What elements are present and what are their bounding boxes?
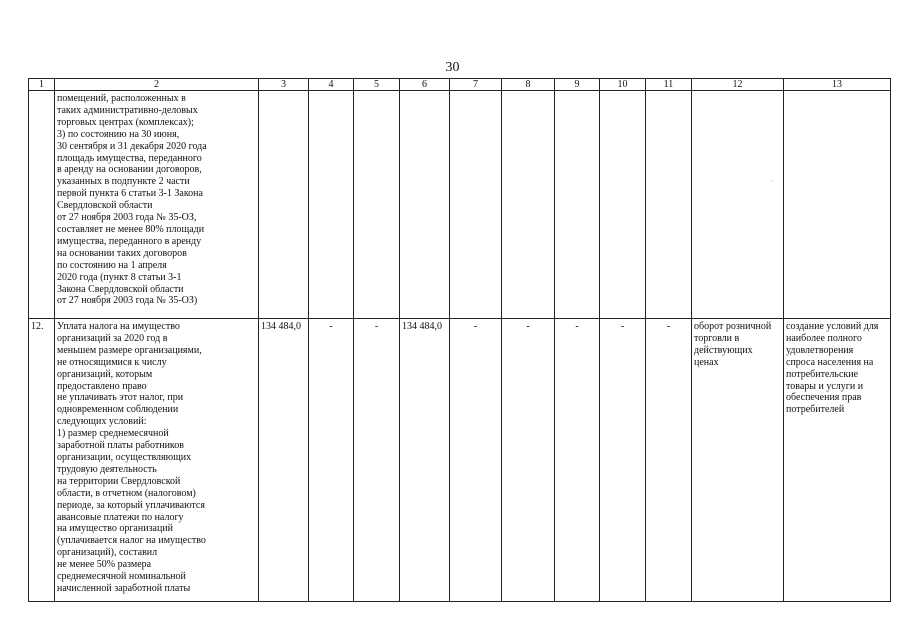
column-header: 12 bbox=[692, 79, 784, 91]
text-line: начисленной заработной платы bbox=[57, 582, 191, 594]
column-header: 3 bbox=[259, 79, 309, 91]
text-line: потребителей bbox=[786, 404, 845, 416]
text-line: одновременном соблюдении bbox=[57, 404, 179, 416]
value-cell-col5: - bbox=[354, 319, 400, 602]
empty-cell bbox=[646, 91, 692, 319]
text-line: составляет не менее 80% площади bbox=[57, 223, 205, 235]
text-line: ценах bbox=[694, 356, 719, 368]
column-header: 5 bbox=[354, 79, 400, 91]
text-line: не уплачивать этот налог, при bbox=[57, 392, 184, 404]
text-line: спроса населения на bbox=[786, 356, 874, 368]
text-line: трудовую деятельность bbox=[57, 463, 157, 475]
text-line: не относящимися к числу bbox=[57, 356, 167, 368]
empty-cell bbox=[400, 91, 450, 319]
column-header: 6 bbox=[400, 79, 450, 91]
empty-cell bbox=[259, 91, 309, 319]
text-line: 2020 года (пункт 8 статьи 3-1 bbox=[57, 271, 182, 283]
text-line: потребительские bbox=[786, 368, 859, 380]
empty-cell bbox=[502, 91, 555, 319]
empty-cell bbox=[309, 91, 354, 319]
row-number-cell bbox=[29, 91, 55, 319]
text-line: торговых центрах (комплексах); bbox=[57, 116, 194, 128]
indicator-cell bbox=[692, 319, 784, 602]
empty-cell bbox=[692, 91, 784, 319]
text-line: по состоянию на 1 апреля bbox=[57, 259, 167, 271]
text-line: от 27 ноября 2003 года № 35-ОЗ) bbox=[57, 295, 198, 307]
empty-cell bbox=[784, 91, 891, 319]
value-cell-col11: - bbox=[646, 319, 692, 602]
text-line: организаций, которым bbox=[57, 368, 153, 380]
value-cell-col8: - bbox=[502, 319, 555, 602]
text-line: 3) по состоянию на 30 июня, bbox=[57, 128, 180, 140]
text-line: следующих условий: bbox=[57, 416, 147, 428]
text-line: торговли в bbox=[694, 332, 740, 344]
text-line: на основании таких договоров bbox=[57, 247, 187, 259]
page-number: 30 bbox=[445, 60, 460, 75]
text-line: организаций), составил bbox=[57, 547, 158, 559]
text-line: авансовые платежи по налогу bbox=[57, 511, 184, 523]
empty-cell bbox=[555, 91, 600, 319]
column-header: 2 bbox=[55, 79, 259, 91]
text-line: обеспечения прав bbox=[786, 392, 862, 404]
text-line: предоставлено право bbox=[57, 380, 147, 392]
value-cell-col3: 134 484,0 bbox=[259, 319, 309, 602]
column-header: 8 bbox=[502, 79, 555, 91]
column-header: 11 bbox=[646, 79, 692, 91]
text-line: меньшем размере организациями, bbox=[57, 344, 202, 356]
text-line: Свердловской области bbox=[57, 200, 153, 212]
text-line: в аренду на основании договоров, bbox=[57, 164, 202, 176]
text-line: 30 сентября и 31 декабря 2020 года bbox=[57, 140, 207, 152]
text-line: помещений, расположенных в bbox=[57, 93, 186, 104]
text-line: площадь имущества, переданного bbox=[57, 152, 202, 164]
row-number-cell: 12. bbox=[29, 319, 55, 602]
column-header: 9 bbox=[555, 79, 600, 91]
text-line: Закона Свердловской области bbox=[57, 283, 184, 295]
column-number-row bbox=[29, 79, 891, 91]
text-line: организации, осуществляющих bbox=[57, 451, 192, 463]
column-header: 13 bbox=[784, 79, 891, 91]
text-line: среднемесячной номинальной bbox=[57, 571, 186, 583]
text-line: от 27 ноября 2003 года № 35-ОЗ, bbox=[57, 212, 197, 224]
text-line: периоде, за который уплачиваются bbox=[57, 499, 205, 511]
text-line: действующих bbox=[694, 344, 753, 356]
value-cell-col10: - bbox=[600, 319, 646, 602]
data-table bbox=[28, 78, 891, 602]
scan-artifact: · bbox=[771, 177, 774, 186]
column-header: 4 bbox=[309, 79, 354, 91]
goal-cell bbox=[784, 319, 891, 602]
text-line: на имущество организаций bbox=[57, 523, 174, 535]
text-line: оборот розничной bbox=[694, 321, 772, 332]
text-line: не менее 50% размера bbox=[57, 559, 152, 571]
empty-cell bbox=[450, 91, 502, 319]
text-line: на территории Свердловской bbox=[57, 475, 181, 487]
text-line: области, в отчетном (налоговом) bbox=[57, 487, 196, 499]
text-line: таких административно-деловых bbox=[57, 104, 198, 116]
table-row bbox=[29, 91, 891, 319]
text-line: удовлетворения bbox=[786, 344, 854, 356]
value-cell-col4: - bbox=[309, 319, 354, 602]
text-line: 1) размер среднемесячной bbox=[57, 428, 169, 440]
text-line: заработной платы работников bbox=[57, 440, 185, 452]
text-line: первой пункта 6 статьи 3-1 Закона bbox=[57, 188, 203, 200]
value-cell-col9: - bbox=[555, 319, 600, 602]
text-line: товары и услуги и bbox=[786, 380, 864, 392]
column-header: 1 bbox=[29, 79, 55, 91]
empty-cell bbox=[600, 91, 646, 319]
empty-cell bbox=[354, 91, 400, 319]
description-cell bbox=[55, 91, 259, 319]
column-header: 10 bbox=[600, 79, 646, 91]
text-line: организаций за 2020 год в bbox=[57, 332, 168, 344]
column-header: 7 bbox=[450, 79, 502, 91]
table-row bbox=[29, 319, 891, 602]
text-line: наиболее полного bbox=[786, 332, 862, 344]
description-cell bbox=[55, 319, 259, 602]
text-line: создание условий для bbox=[786, 321, 879, 332]
value-cell-col6: 134 484,0 bbox=[400, 319, 450, 602]
value-cell-col7: - bbox=[450, 319, 502, 602]
text-line: (уплачивается налог на имущество bbox=[57, 535, 206, 547]
text-line: указанных в подпункте 2 части bbox=[57, 176, 190, 188]
text-line: Уплата налога на имущество bbox=[57, 321, 180, 332]
text-line: имущества, переданного в аренду bbox=[57, 235, 202, 247]
